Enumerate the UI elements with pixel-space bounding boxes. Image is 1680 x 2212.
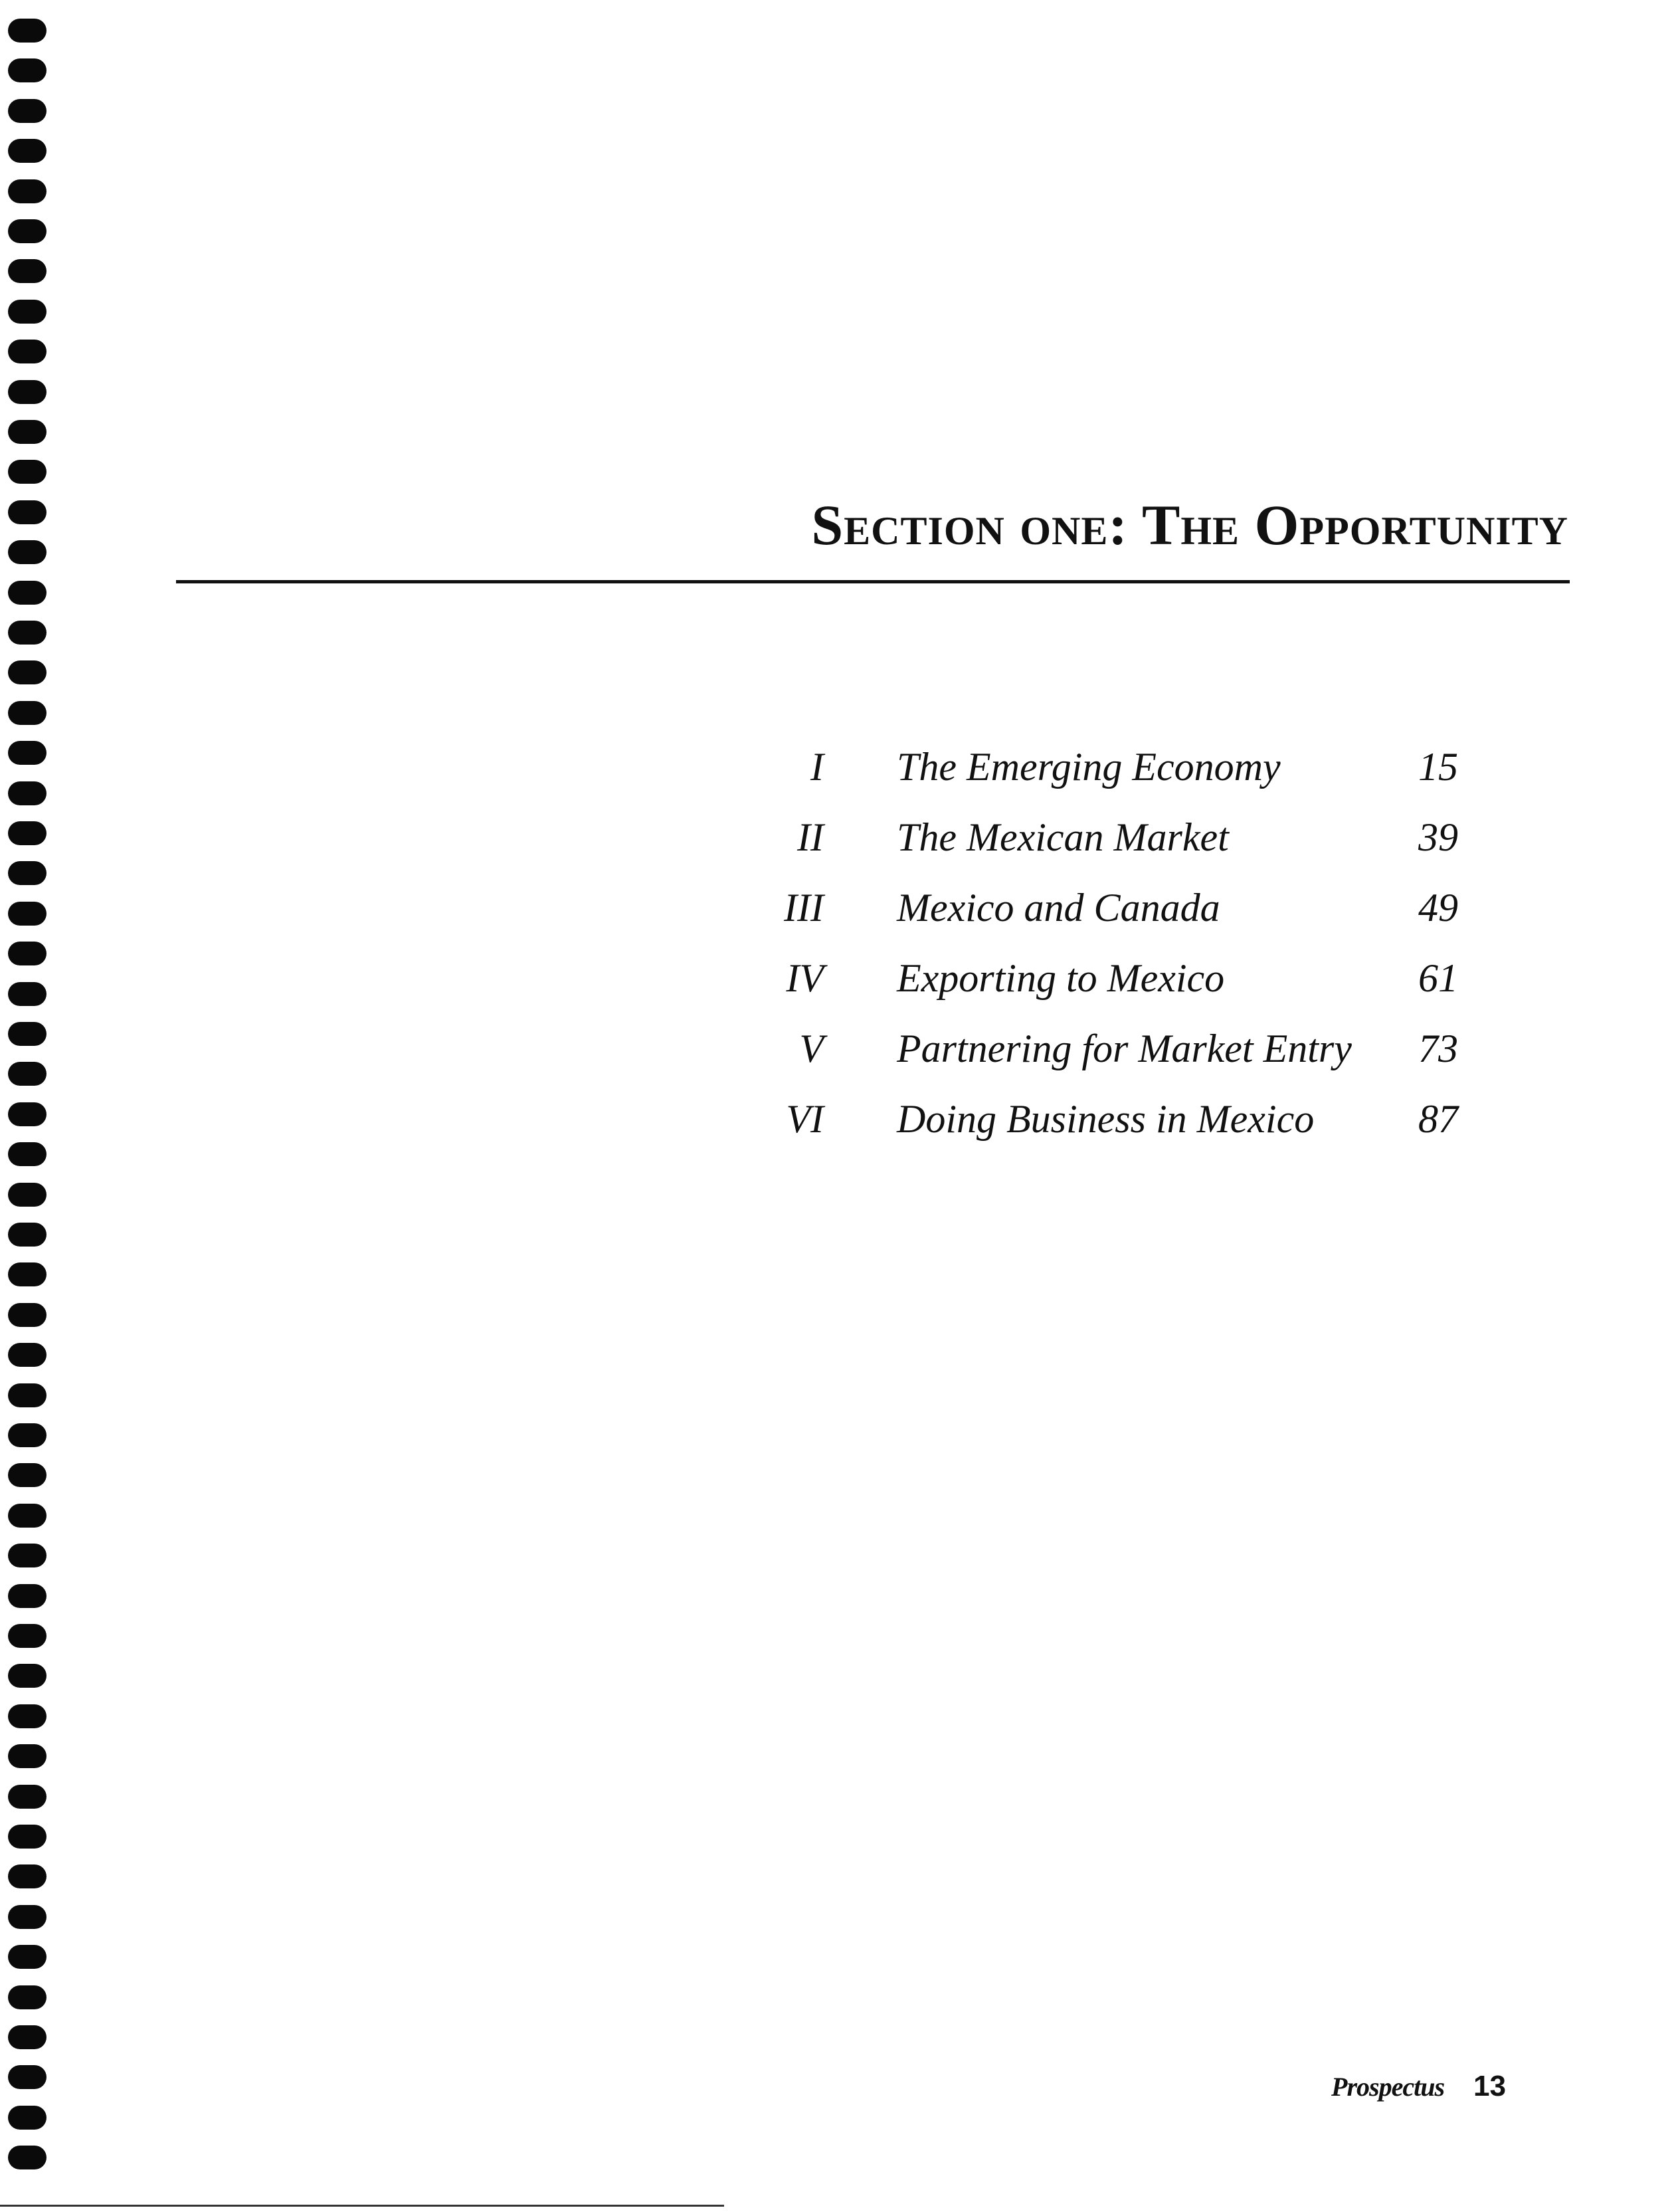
chapter-page: 49 <box>1418 886 1458 930</box>
binding-hole <box>8 1945 47 1969</box>
binding-hole <box>8 340 47 363</box>
binding-hole <box>8 1463 47 1487</box>
section-heading: Section one: The Opportunity <box>811 493 1568 557</box>
binding-hole <box>8 781 47 805</box>
binding-hole <box>8 1744 47 1768</box>
binding-hole <box>8 1062 47 1086</box>
binding-hole <box>8 1383 47 1407</box>
toc-entry <box>731 744 1495 815</box>
binding-hole <box>8 1704 47 1728</box>
binding-hole <box>8 581 47 605</box>
binding-hole <box>8 741 47 765</box>
binding-hole <box>8 942 47 965</box>
binding-hole <box>8 1624 47 1648</box>
table-of-contents <box>731 744 1495 1167</box>
binding-hole <box>8 1985 47 2009</box>
chapter-numeral: II <box>797 815 824 859</box>
binding-hole <box>8 1504 47 1528</box>
page-footer <box>1331 2070 1506 2103</box>
toc-entry <box>731 885 1495 955</box>
binding-hole <box>8 1022 47 1046</box>
binding-hole <box>8 219 47 243</box>
binding-hole <box>8 2065 47 2089</box>
chapter-title: Doing Business in Mexico <box>897 1097 1315 1141</box>
binding-hole <box>8 621 47 645</box>
binding-hole <box>8 982 47 1006</box>
binding-hole <box>8 1183 47 1207</box>
prospectus-logo: Prospectus <box>1331 2072 1445 2102</box>
binding-hole <box>8 821 47 845</box>
chapter-title: The Emerging Economy <box>897 745 1281 789</box>
chapter-numeral: VI <box>786 1097 824 1141</box>
bottom-edge-line <box>0 2205 724 2207</box>
binding-hole <box>8 1664 47 1688</box>
binding-hole <box>8 1262 47 1286</box>
binding-hole <box>8 259 47 283</box>
binding-hole <box>8 179 47 203</box>
toc-entry <box>731 955 1495 1026</box>
chapter-numeral: IV <box>786 956 824 1000</box>
chapter-numeral: III <box>784 886 824 930</box>
binding-hole <box>8 500 47 524</box>
chapter-title: Partnering for Market Entry <box>897 1027 1352 1070</box>
binding-hole <box>8 19 47 43</box>
binding-hole <box>8 1825 47 1849</box>
chapter-title: The Mexican Market <box>897 815 1229 859</box>
binding-hole <box>8 99 47 123</box>
binding-hole <box>8 1584 47 1608</box>
binding-hole <box>8 1223 47 1247</box>
chapter-numeral: V <box>799 1027 824 1070</box>
binding-hole <box>8 2146 47 2169</box>
binding-hole <box>8 1864 47 1888</box>
chapter-page: 15 <box>1418 745 1458 789</box>
toc-entry <box>731 1096 1495 1167</box>
spiral-binding <box>8 19 54 2198</box>
binding-hole <box>8 139 47 163</box>
binding-hole <box>8 1905 47 1929</box>
chapter-page: 39 <box>1418 815 1458 859</box>
toc-entry <box>731 1026 1495 1096</box>
binding-hole <box>8 460 47 484</box>
binding-hole <box>8 660 47 684</box>
binding-hole <box>8 1423 47 1447</box>
binding-hole <box>8 420 47 444</box>
binding-hole <box>8 1303 47 1327</box>
chapter-title: Exporting to Mexico <box>897 956 1225 1000</box>
binding-hole <box>8 380 47 404</box>
chapter-page: 61 <box>1418 956 1458 1000</box>
binding-hole <box>8 1544 47 1567</box>
binding-hole <box>8 1102 47 1126</box>
toc-entry <box>731 815 1495 885</box>
chapter-page: 73 <box>1418 1027 1458 1070</box>
binding-hole <box>8 861 47 885</box>
binding-hole <box>8 58 47 82</box>
binding-hole <box>8 902 47 926</box>
binding-hole <box>8 1142 47 1166</box>
chapter-page: 87 <box>1418 1097 1458 1141</box>
binding-hole <box>8 701 47 725</box>
binding-hole <box>8 2025 47 2049</box>
page-number: 13 <box>1473 2070 1506 2102</box>
binding-hole <box>8 1785 47 1809</box>
binding-hole <box>8 2106 47 2130</box>
heading-rule <box>176 580 1570 583</box>
binding-hole <box>8 540 47 564</box>
chapter-title: Mexico and Canada <box>897 886 1220 930</box>
binding-hole <box>8 1343 47 1367</box>
chapter-numeral: I <box>810 745 824 789</box>
binding-hole <box>8 300 47 324</box>
